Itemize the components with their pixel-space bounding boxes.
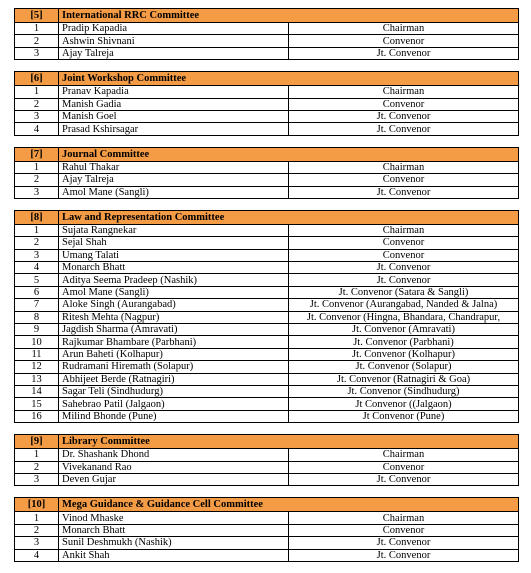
committee-number: [9] (15, 435, 59, 449)
member-serial: 1 (15, 161, 59, 173)
member-row (15, 35, 519, 47)
member-name: Manish Goel (59, 110, 289, 122)
committee-list (14, 8, 519, 573)
member-row (15, 311, 519, 323)
member-role: Chairman (289, 23, 519, 35)
member-serial: 12 (15, 361, 59, 373)
member-name: Deven Gujar (59, 473, 289, 485)
member-role: Jt. Convenor (Solapur) (289, 361, 519, 373)
member-role: Jt. Convenor (289, 549, 519, 561)
member-serial: 4 (15, 262, 59, 274)
member-row (15, 186, 519, 198)
member-name: Amol Mane (Sangli) (59, 186, 289, 198)
member-role: Convenor (289, 461, 519, 473)
member-row (15, 373, 519, 385)
member-name: Ajay Talreja (59, 174, 289, 186)
member-serial: 4 (15, 123, 59, 135)
member-role: Jt. Convenor (289, 123, 519, 135)
member-serial: 1 (15, 512, 59, 524)
committee-header-row (15, 498, 519, 512)
member-role: Jt. Convenor (Hingna, Bhandara, Chandrapur, (289, 311, 519, 323)
member-name: Vinod Mhaske (59, 512, 289, 524)
member-name: Umang Talati (59, 249, 289, 261)
member-serial: 10 (15, 336, 59, 348)
committee-number: [7] (15, 147, 59, 161)
member-serial: 1 (15, 449, 59, 461)
member-role: Jt. Convenor (289, 537, 519, 549)
member-name: Arun Baheti (Kolhapur) (59, 348, 289, 360)
member-name: Pradip Kapadia (59, 23, 289, 35)
member-serial: 2 (15, 237, 59, 249)
member-serial: 16 (15, 410, 59, 422)
committee-header-row (15, 9, 519, 23)
member-serial: 2 (15, 524, 59, 536)
member-name: Rahul Thakar (59, 161, 289, 173)
member-role: Jt. Convenor (Aurangabad, Nanded & Jalna) (289, 299, 519, 311)
member-role: Jt Convenor (Pune) (289, 410, 519, 422)
member-serial: 2 (15, 174, 59, 186)
member-serial: 9 (15, 324, 59, 336)
member-role: Convenor (289, 249, 519, 261)
member-serial: 2 (15, 461, 59, 473)
member-serial: 6 (15, 286, 59, 298)
committee-table (14, 71, 519, 136)
member-serial: 1 (15, 86, 59, 98)
member-role: Jt. Convenor (289, 110, 519, 122)
committee-header-row (15, 72, 519, 86)
committee-title: Library Committee (59, 435, 519, 449)
member-name: Jagdish Sharma (Amravati) (59, 324, 289, 336)
member-row (15, 361, 519, 373)
member-role: Jt. Convenor (289, 47, 519, 59)
member-row (15, 398, 519, 410)
member-role: Chairman (289, 512, 519, 524)
member-row (15, 249, 519, 261)
committee-number: [8] (15, 210, 59, 224)
member-role: Convenor (289, 237, 519, 249)
member-role: Jt. Convenor (Parbhani) (289, 336, 519, 348)
member-role: Chairman (289, 224, 519, 236)
member-row (15, 286, 519, 298)
member-role: Jt. Convenor (289, 473, 519, 485)
member-name: Ashwin Shivnani (59, 35, 289, 47)
member-row (15, 262, 519, 274)
member-name: Ankit Shah (59, 549, 289, 561)
member-serial: 1 (15, 23, 59, 35)
member-role: Chairman (289, 86, 519, 98)
member-row (15, 299, 519, 311)
member-row (15, 274, 519, 286)
member-serial: 3 (15, 473, 59, 485)
member-role: Jt. Convenor (Ratnagiri & Goa) (289, 373, 519, 385)
member-role: Jt. Convenor (Kolhapur) (289, 348, 519, 360)
member-row (15, 161, 519, 173)
member-name: Manish Gadia (59, 98, 289, 110)
member-serial: 3 (15, 249, 59, 261)
member-row (15, 348, 519, 360)
member-name: Sunil Deshmukh (Nashik) (59, 537, 289, 549)
member-name: Aditya Seema Pradeep (Nashik) (59, 274, 289, 286)
member-name: Sahebrao Patil (Jalgaon) (59, 398, 289, 410)
committee-header-row (15, 210, 519, 224)
member-row (15, 473, 519, 485)
member-name: Rajkumar Bhambare (Parbhani) (59, 336, 289, 348)
member-role: Jt. Convenor (289, 262, 519, 274)
member-name: Prasad Kshirsagar (59, 123, 289, 135)
committee-table (14, 210, 519, 423)
member-row (15, 537, 519, 549)
member-name: Rudramani Hiremath (Solapur) (59, 361, 289, 373)
member-row (15, 237, 519, 249)
member-name: Sejal Shah (59, 237, 289, 249)
committee-number: [6] (15, 72, 59, 86)
committee-table (14, 147, 519, 199)
committee-table (14, 497, 519, 562)
committee-table (14, 8, 519, 60)
member-name: Monarch Bhatt (59, 524, 289, 536)
member-name: Vivekanand Rao (59, 461, 289, 473)
committee-title: Mega Guidance & Guidance Cell Committee (59, 498, 519, 512)
member-name: Aloke Singh (Aurangabad) (59, 299, 289, 311)
member-name: Sujata Rangnekar (59, 224, 289, 236)
member-name: Ajay Talreja (59, 47, 289, 59)
member-row (15, 224, 519, 236)
member-row (15, 461, 519, 473)
member-role: Jt. Convenor (Satara & Sangli) (289, 286, 519, 298)
member-serial: 3 (15, 110, 59, 122)
committee-number: [10] (15, 498, 59, 512)
member-name: Sagar Teli (Sindhudurg) (59, 385, 289, 397)
member-row (15, 174, 519, 186)
member-role: Convenor (289, 98, 519, 110)
member-row (15, 123, 519, 135)
committee-number: [5] (15, 9, 59, 23)
member-row (15, 86, 519, 98)
member-row (15, 449, 519, 461)
member-row (15, 549, 519, 561)
member-role: Jt. Convenor (Amravati) (289, 324, 519, 336)
member-row (15, 410, 519, 422)
member-name: Ritesh Mehta (Nagpur) (59, 311, 289, 323)
member-row (15, 23, 519, 35)
committee-table (14, 434, 519, 486)
member-role: Chairman (289, 161, 519, 173)
committee-title: Law and Representation Committee (59, 210, 519, 224)
member-serial: 2 (15, 35, 59, 47)
member-serial: 5 (15, 274, 59, 286)
member-role: Convenor (289, 35, 519, 47)
member-name: Abhijeet Berde (Ratnagiri) (59, 373, 289, 385)
member-row (15, 98, 519, 110)
committee-header-row (15, 435, 519, 449)
member-role: Jt. Convenor (Sindhudurg) (289, 385, 519, 397)
member-role: Jt. Convenor (289, 274, 519, 286)
member-row (15, 524, 519, 536)
member-name: Dr. Shashank Dhond (59, 449, 289, 461)
member-serial: 3 (15, 186, 59, 198)
member-serial: 15 (15, 398, 59, 410)
member-name: Milind Bhonde (Pune) (59, 410, 289, 422)
member-role: Convenor (289, 174, 519, 186)
committee-title: International RRC Committee (59, 9, 519, 23)
member-serial: 7 (15, 299, 59, 311)
member-serial: 11 (15, 348, 59, 360)
member-role: Chairman (289, 449, 519, 461)
member-serial: 8 (15, 311, 59, 323)
member-row (15, 110, 519, 122)
member-role: Convenor (289, 524, 519, 536)
member-name: Amol Mane (Sangli) (59, 286, 289, 298)
member-row (15, 336, 519, 348)
member-serial: 1 (15, 224, 59, 236)
member-name: Monarch Bhatt (59, 262, 289, 274)
member-name: Pranav Kapadia (59, 86, 289, 98)
member-row (15, 47, 519, 59)
member-row (15, 324, 519, 336)
member-row (15, 512, 519, 524)
member-serial: 4 (15, 549, 59, 561)
member-serial: 14 (15, 385, 59, 397)
member-role: Jt Convenor ((Jalgaon) (289, 398, 519, 410)
member-row (15, 385, 519, 397)
committee-header-row (15, 147, 519, 161)
committee-title: Joint Workshop Committee (59, 72, 519, 86)
member-role: Jt. Convenor (289, 186, 519, 198)
member-serial: 3 (15, 537, 59, 549)
committee-title: Journal Committee (59, 147, 519, 161)
member-serial: 3 (15, 47, 59, 59)
member-serial: 2 (15, 98, 59, 110)
member-serial: 13 (15, 373, 59, 385)
